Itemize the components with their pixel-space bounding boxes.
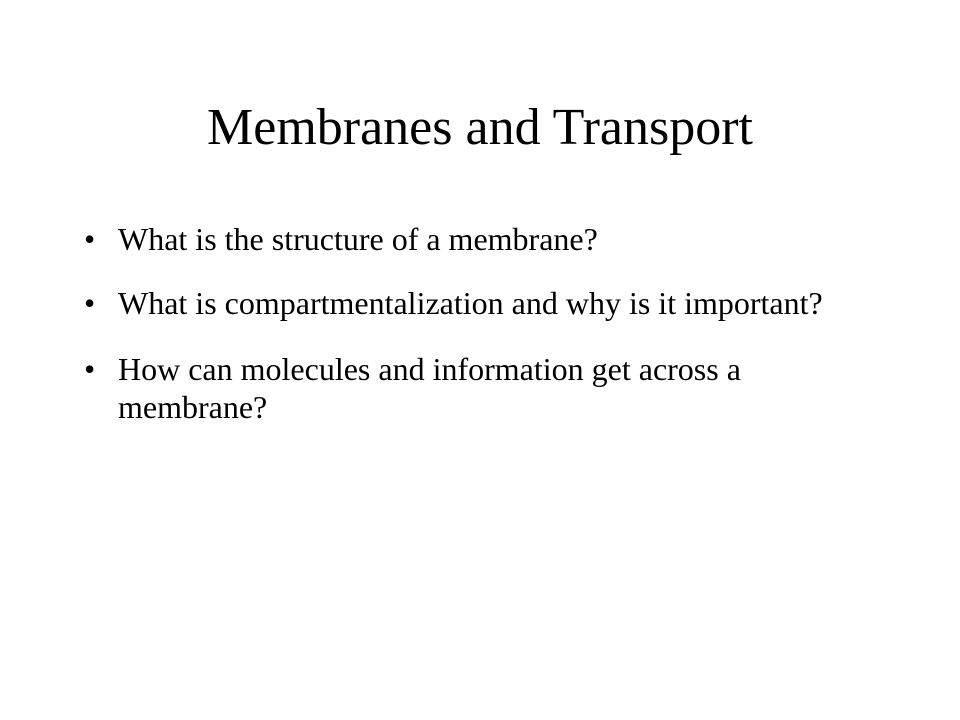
bullet-text: How can molecules and information get across a membrane? — [118, 351, 741, 425]
bullet-item — [84, 284, 874, 322]
bullet-item — [84, 220, 874, 258]
bullet-icon: • — [84, 221, 96, 257]
bullet-text: What is compartmentalization and why is it important? — [118, 285, 823, 321]
bullet-list — [84, 220, 874, 454]
slide-title: Membranes and Transport — [207, 99, 753, 156]
bullet-text: What is the structure of a membrane? — [118, 221, 598, 257]
bullet-icon: • — [84, 351, 96, 387]
bullet-item — [84, 350, 874, 426]
bullet-icon: • — [84, 285, 96, 321]
